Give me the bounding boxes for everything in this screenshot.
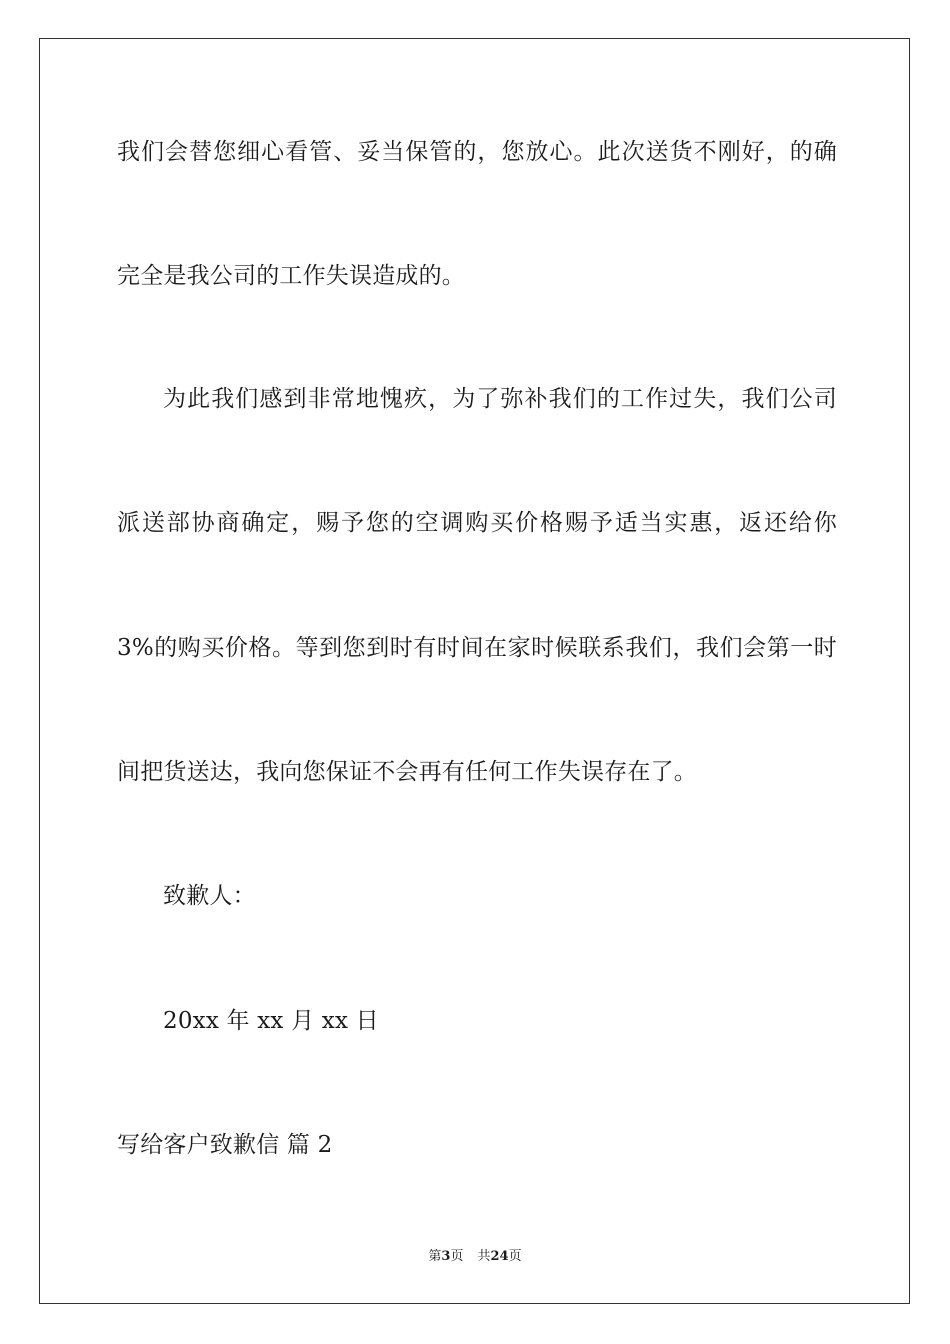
footer-total-suffix: 页 <box>508 1249 522 1264</box>
body-line-4: 派送部协商确定，赐予您的空调购买价格赐予适当实惠，返还给你 <box>117 510 837 536</box>
footer-total-pages: 24 <box>490 1249 509 1264</box>
footer-total-prefix: 共 <box>477 1249 491 1264</box>
footer-page-number: 3 <box>441 1249 451 1264</box>
body-line-5: 3%的购买价格。等到您到时有时间在家时候联系我们，我们会第一时 <box>117 635 837 661</box>
footer-page-prefix: 第 <box>428 1249 442 1264</box>
body-line-2: 完全是我公司的工作失误造成的。 <box>117 263 465 289</box>
body-line-1: 我们会替您细心看管、妥当保管的，您放心。此次送货不刚好，的确 <box>117 139 837 165</box>
footer-page-suffix: 页 <box>450 1249 464 1264</box>
date-line: 20xx 年 xx 月 xx 日 <box>163 1008 379 1034</box>
body-line-6: 间把货送达，我向您保证不会再有任何工作失误存在了。 <box>117 759 697 785</box>
page-border <box>39 38 910 1304</box>
page-footer <box>0 1248 950 1266</box>
signature-label: 致歉人： <box>163 883 256 909</box>
section-heading: 写给客户致歉信 篇 2 <box>117 1132 333 1158</box>
body-line-3: 为此我们感到非常地愧疚，为了弥补我们的工作过失，我们公司 <box>163 386 837 412</box>
